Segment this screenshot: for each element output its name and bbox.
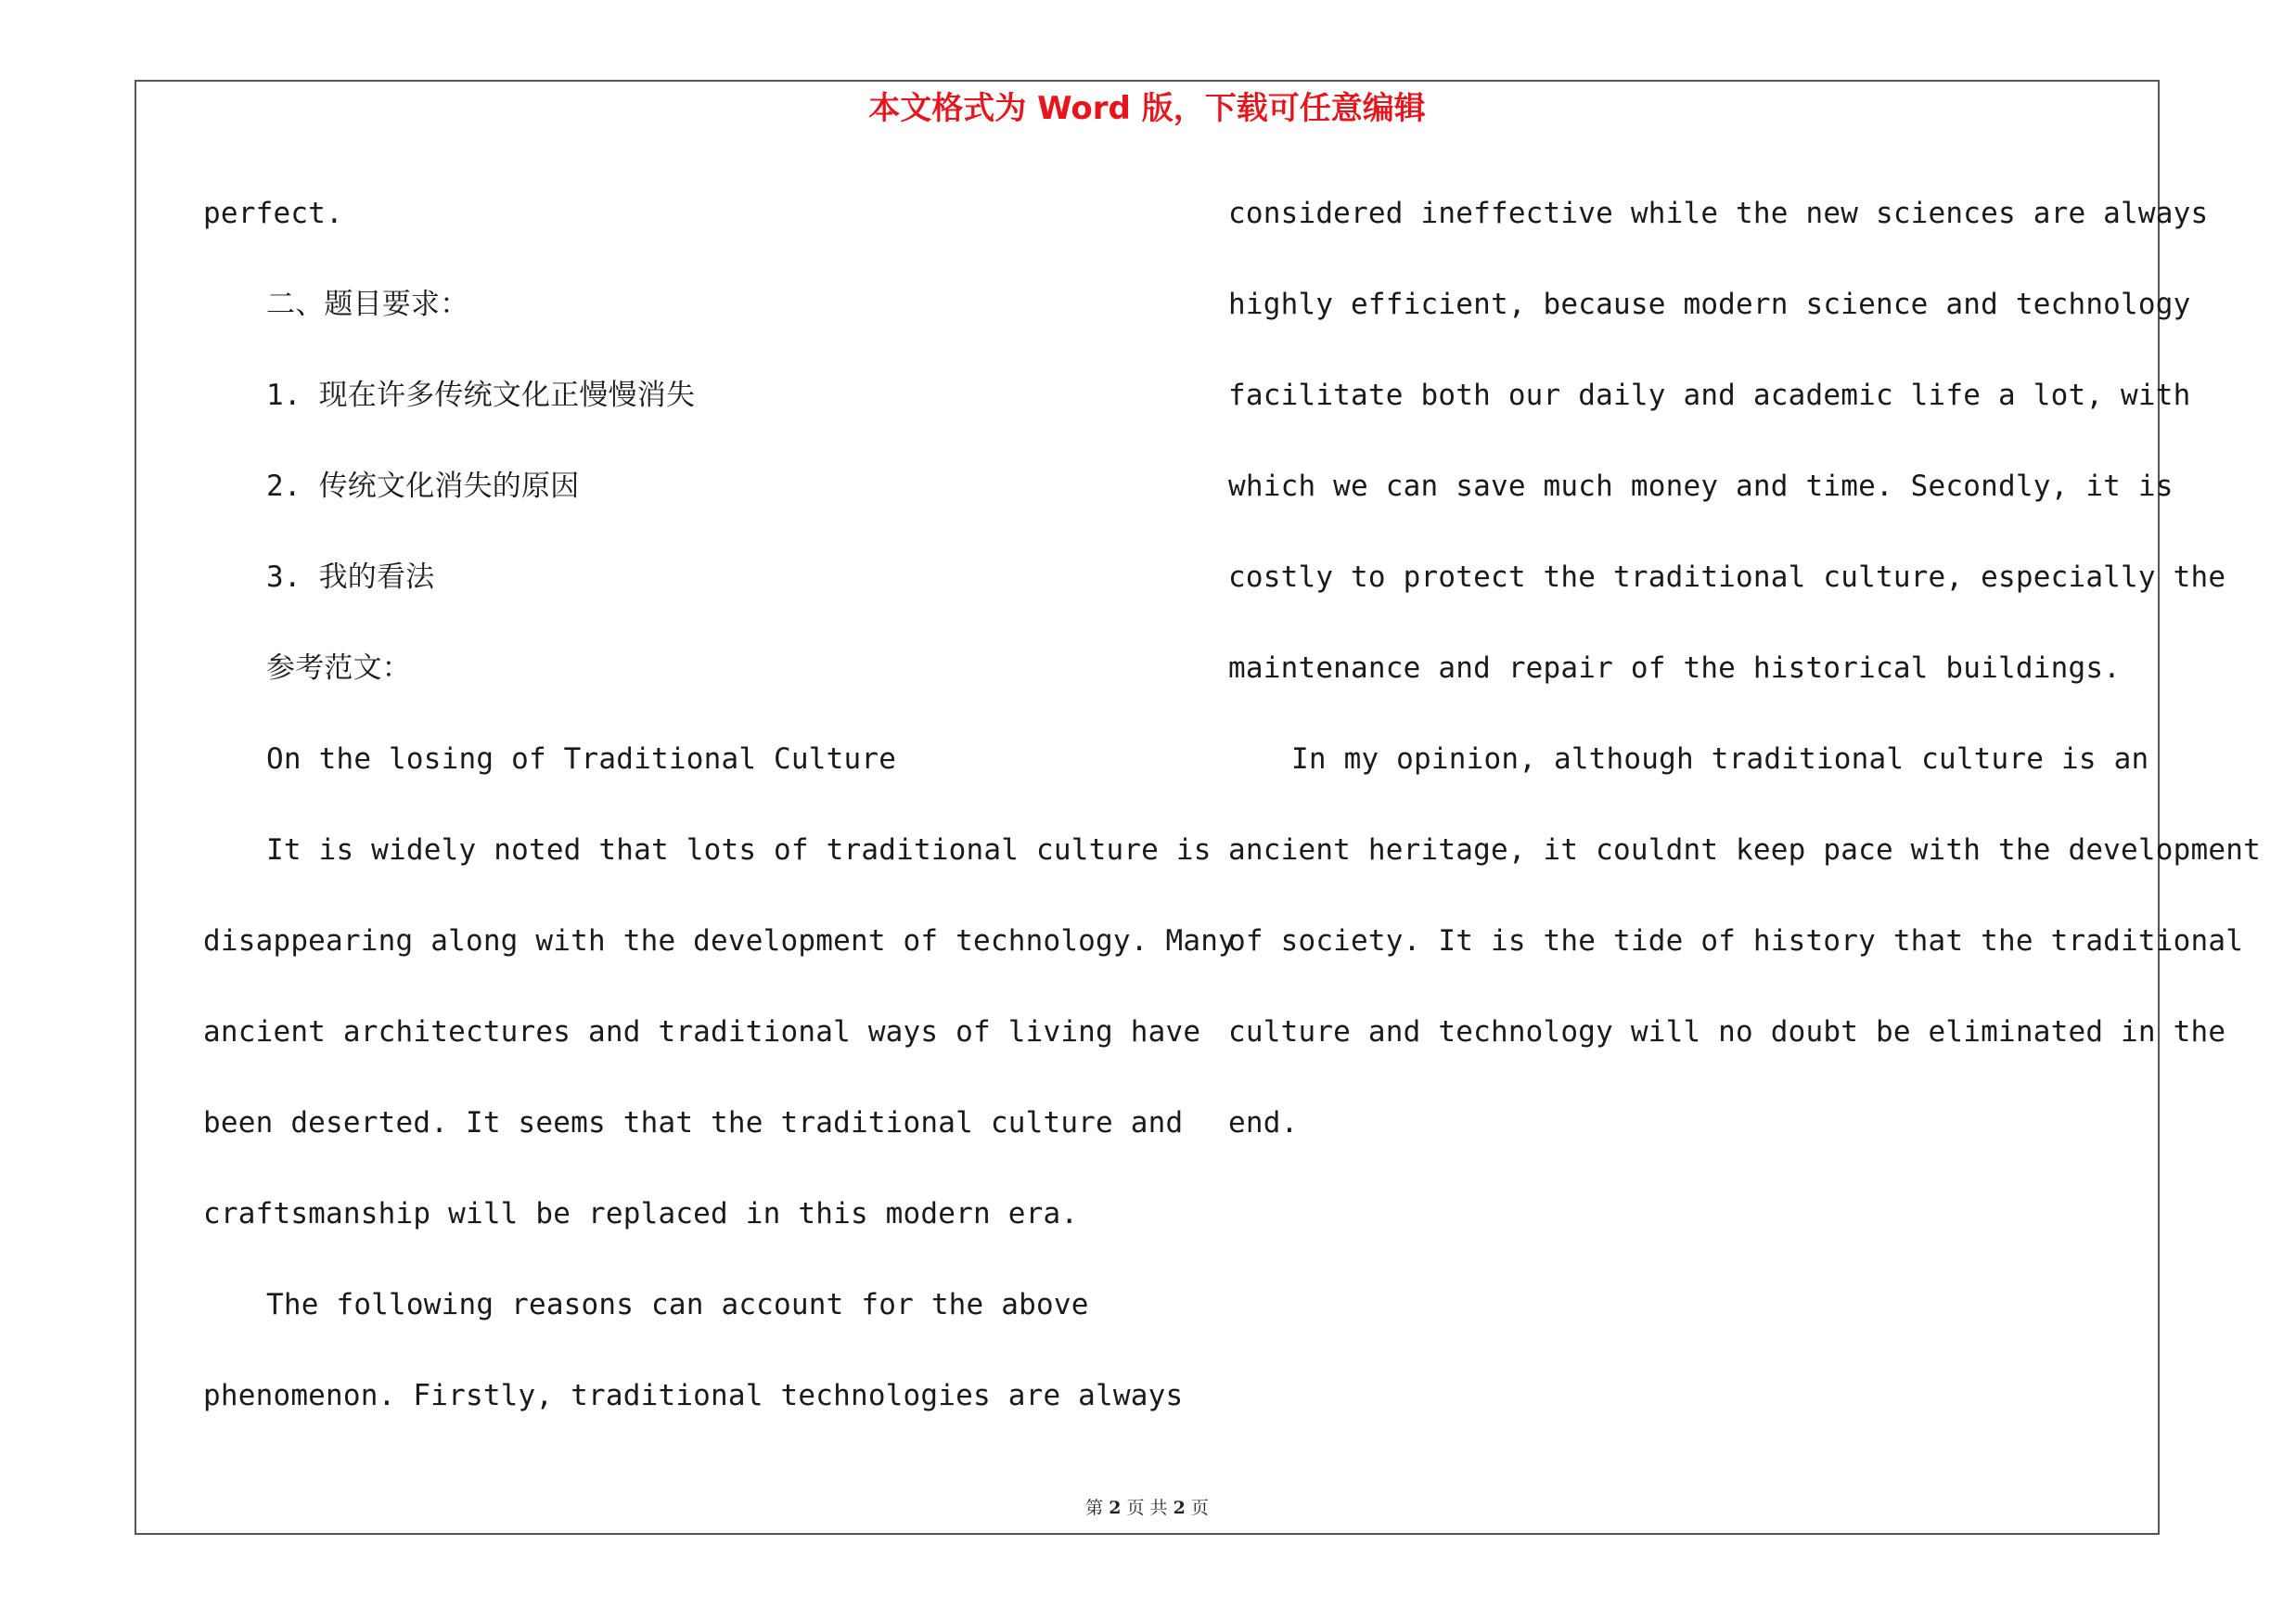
format-banner: 本文格式为 Word 版，下载可任意编辑: [868, 90, 1426, 127]
text-line: 3. 我的看法: [266, 560, 435, 594]
text-line: culture and technology will no doubt be eliminated in the: [1228, 1015, 2226, 1049]
text-line: maintenance and repair of the historical buildings.: [1228, 651, 2122, 685]
text-line: ancient architectures and traditional ways of living have: [203, 1015, 1201, 1049]
footer-middle: 页 共: [1126, 1498, 1168, 1518]
footer-suffix: 页: [1190, 1498, 1209, 1518]
text-line: considered ineffective while the new sciences are always: [1228, 197, 2209, 230]
text-line: 参考范文：: [266, 651, 411, 685]
footer-prefix: 第: [1085, 1498, 1104, 1518]
essay-title: On the losing of Traditional Culture: [266, 742, 897, 776]
text-line: which we can save much money and time. Secondly, it is: [1228, 470, 2174, 503]
right-column: [1228, 186, 2261, 1186]
page-footer: [135, 1494, 2160, 1522]
text-line: 1. 现在许多传统文化正慢慢消失: [266, 379, 696, 412]
text-line: facilitate both our daily and academic life a lot, with: [1228, 379, 2191, 412]
current-page-number: 2: [1109, 1498, 1122, 1518]
text-line: The following reasons can account for the above: [266, 1288, 1089, 1321]
text-line: of society. It is the tide of history that the traditional: [1228, 924, 2244, 958]
text-line: costly to protect the traditional culture, especially the: [1228, 560, 2226, 594]
left-column: [203, 186, 1236, 1459]
text-line: end.: [1228, 1106, 1299, 1140]
text-line: phenomenon. Firstly, traditional technologies are always: [203, 1379, 1184, 1412]
text-line: craftsmanship will be replaced in this modern era.: [203, 1197, 1079, 1230]
total-pages-number: 2: [1173, 1498, 1186, 1518]
text-line: In my opinion, although traditional culture is an: [1291, 742, 2149, 776]
text-line: disappearing along with the development of technology. Many: [203, 924, 1236, 958]
text-line: ancient heritage, it couldnt keep pace with the development: [1228, 833, 2261, 867]
text-line: been deserted. It seems that the traditional culture and: [203, 1106, 1184, 1140]
text-line: 二、题目要求：: [266, 288, 469, 321]
text-line: It is widely noted that lots of traditional culture is: [266, 833, 1212, 867]
text-line: 2. 传统文化消失的原因: [266, 470, 580, 503]
text-line: perfect.: [203, 197, 343, 230]
text-line: highly efficient, because modern science and technology: [1228, 288, 2191, 321]
